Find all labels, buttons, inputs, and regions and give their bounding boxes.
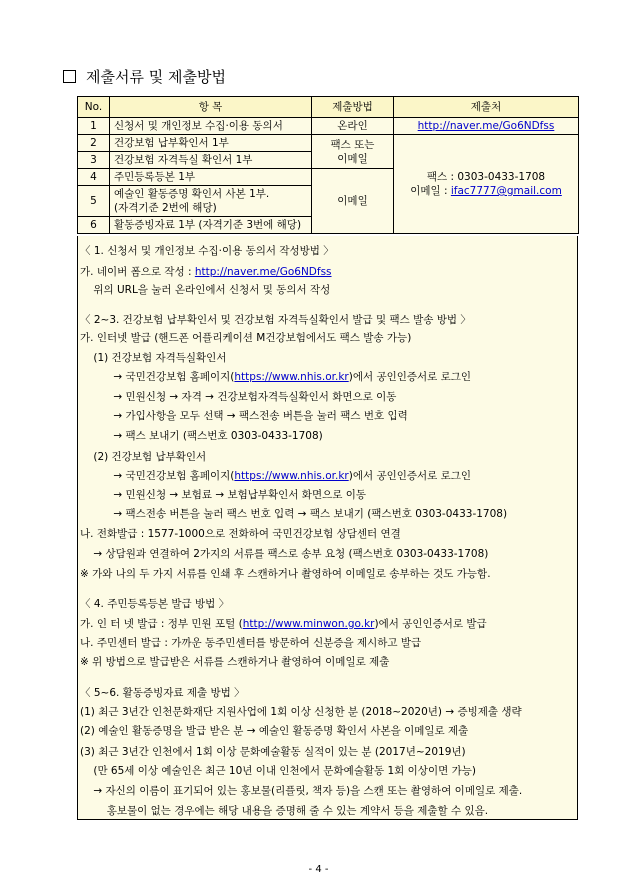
guide-line: → 민원신청 → 자격 → 건강보험자격득실확인서 화면으로 이동 [80,391,397,403]
header-method: 제출방법 [312,97,394,118]
guide-line: → 팩스 보내기 (팩스번호 0303-0433-1708) [80,430,323,442]
guide-text: 가. 인 터 넷 발급 : 정부 민원 포털 ( [80,618,243,630]
guide-line: 위의 URL을 눌러 온라인에서 신청서 및 동의서 작성 [80,284,331,296]
row-item [110,186,312,217]
section-title [63,66,226,87]
guide-link[interactable]: https://www.nhis.or.kr [234,371,349,383]
guide-line: (2) 예술인 활동증명을 발급 받은 분 → 예술인 활동증명 확인서 사본을 이메일로 제출 [80,725,469,737]
submission-table [77,96,579,234]
row-item-line1: 예술인 활동증명 확인서 사본 1부. [114,188,270,200]
method-fax-or-email-line2: 이메일 [337,152,368,165]
row-no: 3 [78,152,110,169]
guide-line: 〈 5~6. 활동증빙자료 제출 방법 〉 [80,687,245,699]
table-row [78,118,579,135]
checkbox-icon [63,70,76,83]
page-number: - 4 - [308,864,329,875]
guide-line: → 자신의 이름이 표기되어 있는 홍보물(리플릿, 책자 등)을 스캔 또는 촬영하여 이메일로 제출. [80,785,523,797]
method-email: 이메일 [312,169,394,234]
destination-email-label: 이메일 : [410,185,451,197]
method-fax-or-email [312,135,394,169]
guide-text: )에서 공인인증서로 로그인 [348,470,472,482]
guide-line: 홍보물이 없는 경우에는 해당 내용을 증명해 줄 수 있는 계약서 등을 제출할 수 있음. [80,805,489,817]
guide-line: (1) 최근 3년간 인천문화재단 지원사업에 1회 이상 신청한 분 (2018~2020년) → 증빙제출 생략 [80,706,522,718]
guide-line [80,370,471,384]
guide-line: (3) 최근 3년간 인천에서 1회 이상 문화예술활동 실적이 있는 분 (2017년~2019년) [80,746,466,758]
guide-line [80,265,332,279]
table-row [78,135,579,152]
guide-line [80,617,487,631]
row-no: 4 [78,169,110,186]
guide-line: → 가입사항을 모두 선택 → 팩스전송 버튼을 눌러 팩스 번호 입력 [80,410,408,422]
guide-line: 나. 주민센터 발급 : 가까운 동주민센터를 방문하여 신분증을 제시하고 발급 [80,637,422,649]
guide-text: )에서 공인인증서로 로그인 [348,371,472,383]
row-item: 건강보험 자격득실 확인서 1부 [110,152,312,169]
row-item: 건강보험 납부확인서 1부 [110,135,312,152]
destination-url-cell [394,118,579,135]
table-header-row [78,97,579,118]
guide-line: (만 65세 이상 예술인은 최근 10년 이내 인천에서 문화예술활동 1회 이상이면 가능) [80,765,476,777]
destination-email-link[interactable]: ifac7777@gmail.com [450,185,562,197]
guide-link[interactable]: http://naver.me/Go6NDfss [194,266,332,278]
row-item-line2: (자격기준 2번에 해당) [114,202,217,214]
guide-line: (1) 건강보험 자격득실확인서 [80,352,227,364]
row-no: 5 [78,186,110,217]
guide-link[interactable]: http://www.minwon.go.kr [242,618,375,630]
guide-line: → 민원신청 → 보험료 → 보험납부확인서 화면으로 이동 [80,489,366,501]
guide-line: 〈 2~3. 건강보험 납부확인서 및 건강보험 자격득실확인서 발급 및 팩스 발송 방법 〉 [80,314,471,326]
row-no: 2 [78,135,110,152]
destination-contact-cell [394,135,579,234]
row-item: 주민등록등본 1부 [110,169,312,186]
guide-line: 나. 전화발급 : 1577-1000으로 전화하여 국민건강보험 상담센터 연결 [80,528,401,540]
guide-text: )에서 공인인증서로 발급 [374,618,487,630]
guide-line: ※ 가와 나의 두 가지 서류를 인쇄 후 스캔하거나 촬영하여 이메일로 송부하는 것도 가능함. [80,568,491,580]
guide-line [80,469,471,483]
guide-line: 〈 1. 신청서 및 개인정보 수집·이용 동의서 작성방법 〉 [80,245,334,257]
guide-line: (2) 건강보험 납부확인서 [80,451,207,463]
header-item: 항 목 [110,97,312,118]
guide-line: 가. 인터넷 발급 (핸드폰 어플리케이션 M건강보험에서도 팩스 발송 가능) [80,332,412,344]
guide-text: → 국민건강보험 홈페이지( [80,470,235,482]
guide-line: 〈 4. 주민등록등본 발급 방법 〉 [80,598,230,610]
header-destination: 제출처 [394,97,579,118]
row-no: 1 [78,118,110,135]
row-item: 신청서 및 개인정보 수집·이용 동의서 [110,118,312,135]
naver-form-link[interactable]: http://naver.me/Go6NDfss [417,120,555,132]
destination-fax: 팩스 : 0303-0433-1708 [426,171,546,183]
row-no: 6 [78,217,110,234]
method-online: 온라인 [312,118,394,135]
guide-link[interactable]: https://www.nhis.or.kr [234,470,349,482]
guide-text: 가. 네이버 폼으로 작성 : [80,266,195,278]
guide-line: → 팩스전송 버튼을 눌러 팩스 번호 입력 → 팩스 보내기 (팩스번호 0303-0433-1708) [80,508,508,520]
guide-text: → 국민건강보험 홈페이지( [80,371,235,383]
section-title-text: 제출서류 및 제출방법 [86,68,226,86]
destination-email-line [398,184,574,198]
guide-line: → 상담원과 연결하여 2가지의 서류를 팩스로 송부 요청 (팩스번호 0303-0433-1708) [80,548,489,560]
row-item: 활동증빙자료 1부 (자격기준 3번에 해당) [110,217,312,234]
guide-line: ※ 위 방법으로 발급받은 서류를 스캔하거나 촬영하여 이메일로 제출 [80,656,390,668]
method-fax-or-email-line1: 팩스 또는 [330,138,375,151]
header-no: No. [78,97,110,118]
